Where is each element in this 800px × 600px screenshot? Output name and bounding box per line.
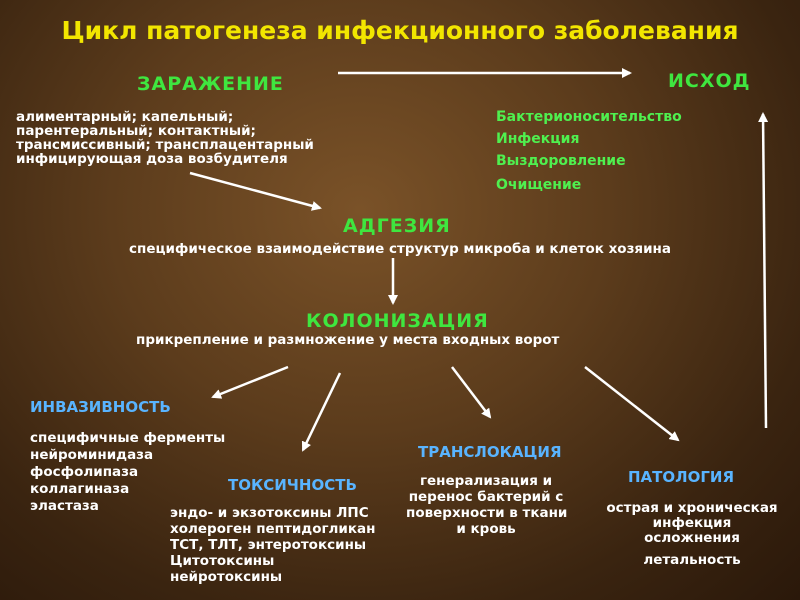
outcome-heading: ИСХОД bbox=[668, 70, 751, 92]
invasiveness-line: эластаза bbox=[30, 498, 99, 514]
toxicity-lines bbox=[170, 505, 375, 585]
pathology-line: осложнения bbox=[644, 530, 740, 546]
translocation-lines bbox=[406, 473, 566, 537]
infection-heading: ЗАРАЖЕНИЕ bbox=[137, 73, 284, 95]
arrow-pathology-to-outcome bbox=[763, 114, 766, 428]
toxicity-line: ТСТ, ТЛТ, энтеротоксины bbox=[170, 537, 367, 553]
colonization-description: прикрепление и размножение у места входных ворот bbox=[136, 332, 560, 348]
arrow-colonization-to-invasiveness bbox=[213, 367, 288, 397]
arrow-colonization-to-toxicity bbox=[303, 373, 340, 450]
invasiveness-lines bbox=[30, 430, 225, 515]
arrow-infection-to-adhesion bbox=[190, 173, 320, 208]
arrow-colonization-to-pathology bbox=[585, 367, 678, 440]
invasiveness-line: коллагиназа bbox=[30, 481, 130, 497]
toxicity-line: Цитотоксины bbox=[170, 553, 275, 569]
outcome-item: Инфекция bbox=[496, 131, 580, 147]
invasiveness-line: фосфолипаза bbox=[30, 464, 139, 480]
infection-line: парентеральный; контактный; bbox=[16, 123, 256, 139]
outcome-item: Очищение bbox=[496, 177, 582, 193]
toxicity-line: холероген пептидогликан bbox=[170, 521, 376, 537]
outcome-item: Выздоровление bbox=[496, 153, 626, 169]
translocation-line: генерализация и bbox=[419, 473, 553, 489]
pathology-heading: ПАТОЛОГИЯ bbox=[628, 468, 735, 486]
invasiveness-heading: ИНВАЗИВНОСТЬ bbox=[30, 398, 171, 416]
invasiveness-line: специфичные ферменты bbox=[30, 430, 226, 446]
colonization-heading: КОЛОНИЗАЦИЯ bbox=[306, 310, 489, 332]
adhesion-description: специфическое взаимодействие структур микроба и клеток хозяина bbox=[129, 241, 671, 257]
infection-lines bbox=[16, 110, 314, 166]
adhesion-heading: АДГЕЗИЯ bbox=[343, 215, 451, 237]
invasiveness-line: нейроминидаза bbox=[30, 447, 154, 463]
pathology-lines bbox=[592, 499, 792, 569]
translocation-line: поверхности в ткани bbox=[406, 505, 568, 521]
page-title: Цикл патогенеза инфекционного заболевания bbox=[61, 16, 739, 45]
pathology-line: летальность bbox=[643, 552, 741, 568]
toxicity-line: нейротоксины bbox=[170, 569, 283, 585]
infection-line: инфицирующая доза возбудителя bbox=[16, 151, 288, 167]
arrow-colonization-to-translocation bbox=[452, 367, 490, 417]
pathology-line: острая и хроническая bbox=[606, 500, 778, 516]
outcome-item: Бактерионосительство bbox=[496, 109, 682, 125]
pathology-line: инфекция bbox=[652, 515, 732, 531]
infection-line: алиментарный; капельный; bbox=[16, 109, 234, 125]
outcome-items bbox=[496, 106, 682, 196]
translocation-heading: ТРАНСЛОКАЦИЯ bbox=[418, 443, 562, 461]
translocation-line: перенос бактерий с bbox=[408, 489, 564, 505]
translocation-line: и кровь bbox=[456, 521, 516, 537]
toxicity-line: эндо- и экзотоксины ЛПС bbox=[170, 505, 369, 521]
toxicity-heading: ТОКСИЧНОСТЬ bbox=[228, 476, 357, 494]
infection-line: трансмиссивный; трансплацентарный bbox=[16, 137, 314, 153]
